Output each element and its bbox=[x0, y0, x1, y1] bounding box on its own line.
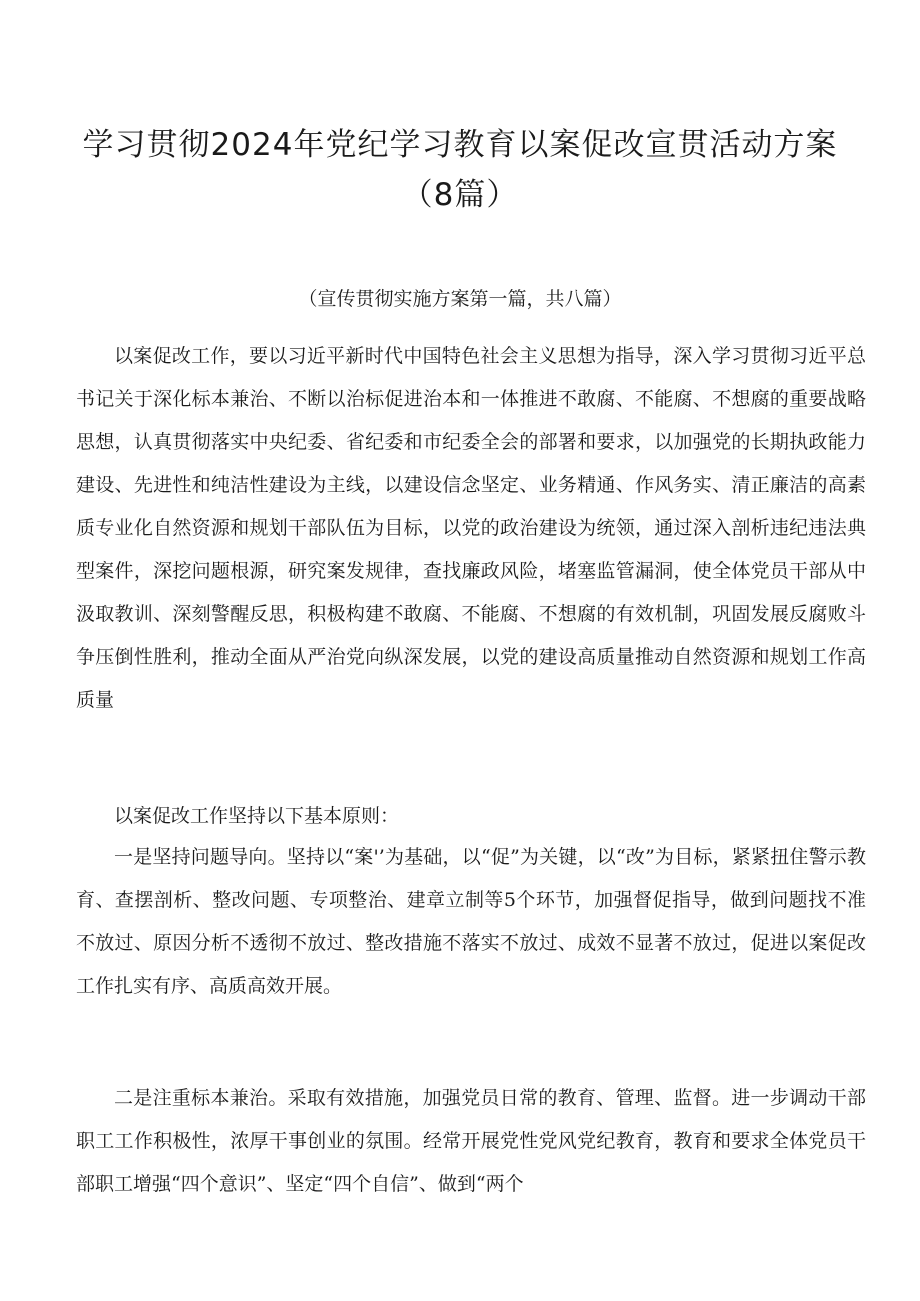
paragraph-basic-principles-intro: 以案促改工作坚持以下基本原则： bbox=[114, 805, 400, 827]
paragraph-problem-orientation: 一是坚持问题导向。坚持以“案'’为基础，以“促”为关键，以“改”为目标，紧紧扭住警示教育、查摆剖析、整改问题、专项整治、建章立制等5个环节，加强督促指导，做到问题找不准不放过、原因分析不透彻不放过、整改措施不落实不放过、成效不显著不放过，促进以案促改工作扎实有序、高质高效开展。 bbox=[76, 846, 866, 997]
document-subtitle: （宣传贯彻实施方案第一篇，共八篇） bbox=[298, 288, 622, 310]
paragraph-guiding-principle: 以案促改工作，要以习近平新时代中国特色社会主义思想为指导，深入学习贯彻习近平总书记关于深化标本兼治、不断以治标促进治本和一体推进不敢腐、不能腐、不想腐的重要战略思想，认真贯彻落实中央纪委、省纪委和市纪委全会的部署和要求，以加强党的长期执政能力建设、先进性和纯洁性建设为主线，以建设信念坚定、业务精通、作风务实、清正廉洁的高素质专业化自然资源和规划干部队伍为目标，以党的政治建设为统领，通过深入剖析违纪违法典型案件，深挖问题根源，研究案发规律，查找廉政风险，堵塞监管漏洞，使全体党员干部从中汲取教训、深刻警醒反思，积极构建不敢腐、不能腐、不想腐的有效机制，巩固发展反腐败斗争压倒性胜利，推动全面从严治党向纵深发展，以党的建设高质量推动自然资源和规划工作高质量 bbox=[76, 345, 866, 711]
document-title: 学习贯彻2024年党纪学习教育以案促改宣贯活动方案（8篇） bbox=[82, 127, 838, 213]
paragraph-root-and-symptom: 二是注重标本兼治。采取有效措施，加强党员日常的教育、管理、监督。进一步调动干部职工工作积极性，浓厚干事创业的氛围。经常开展党性党风党纪教育，教育和要求全体党员干部职工增强“四个意识”、坚定“四个自信”、做到“两个 bbox=[76, 1087, 866, 1195]
